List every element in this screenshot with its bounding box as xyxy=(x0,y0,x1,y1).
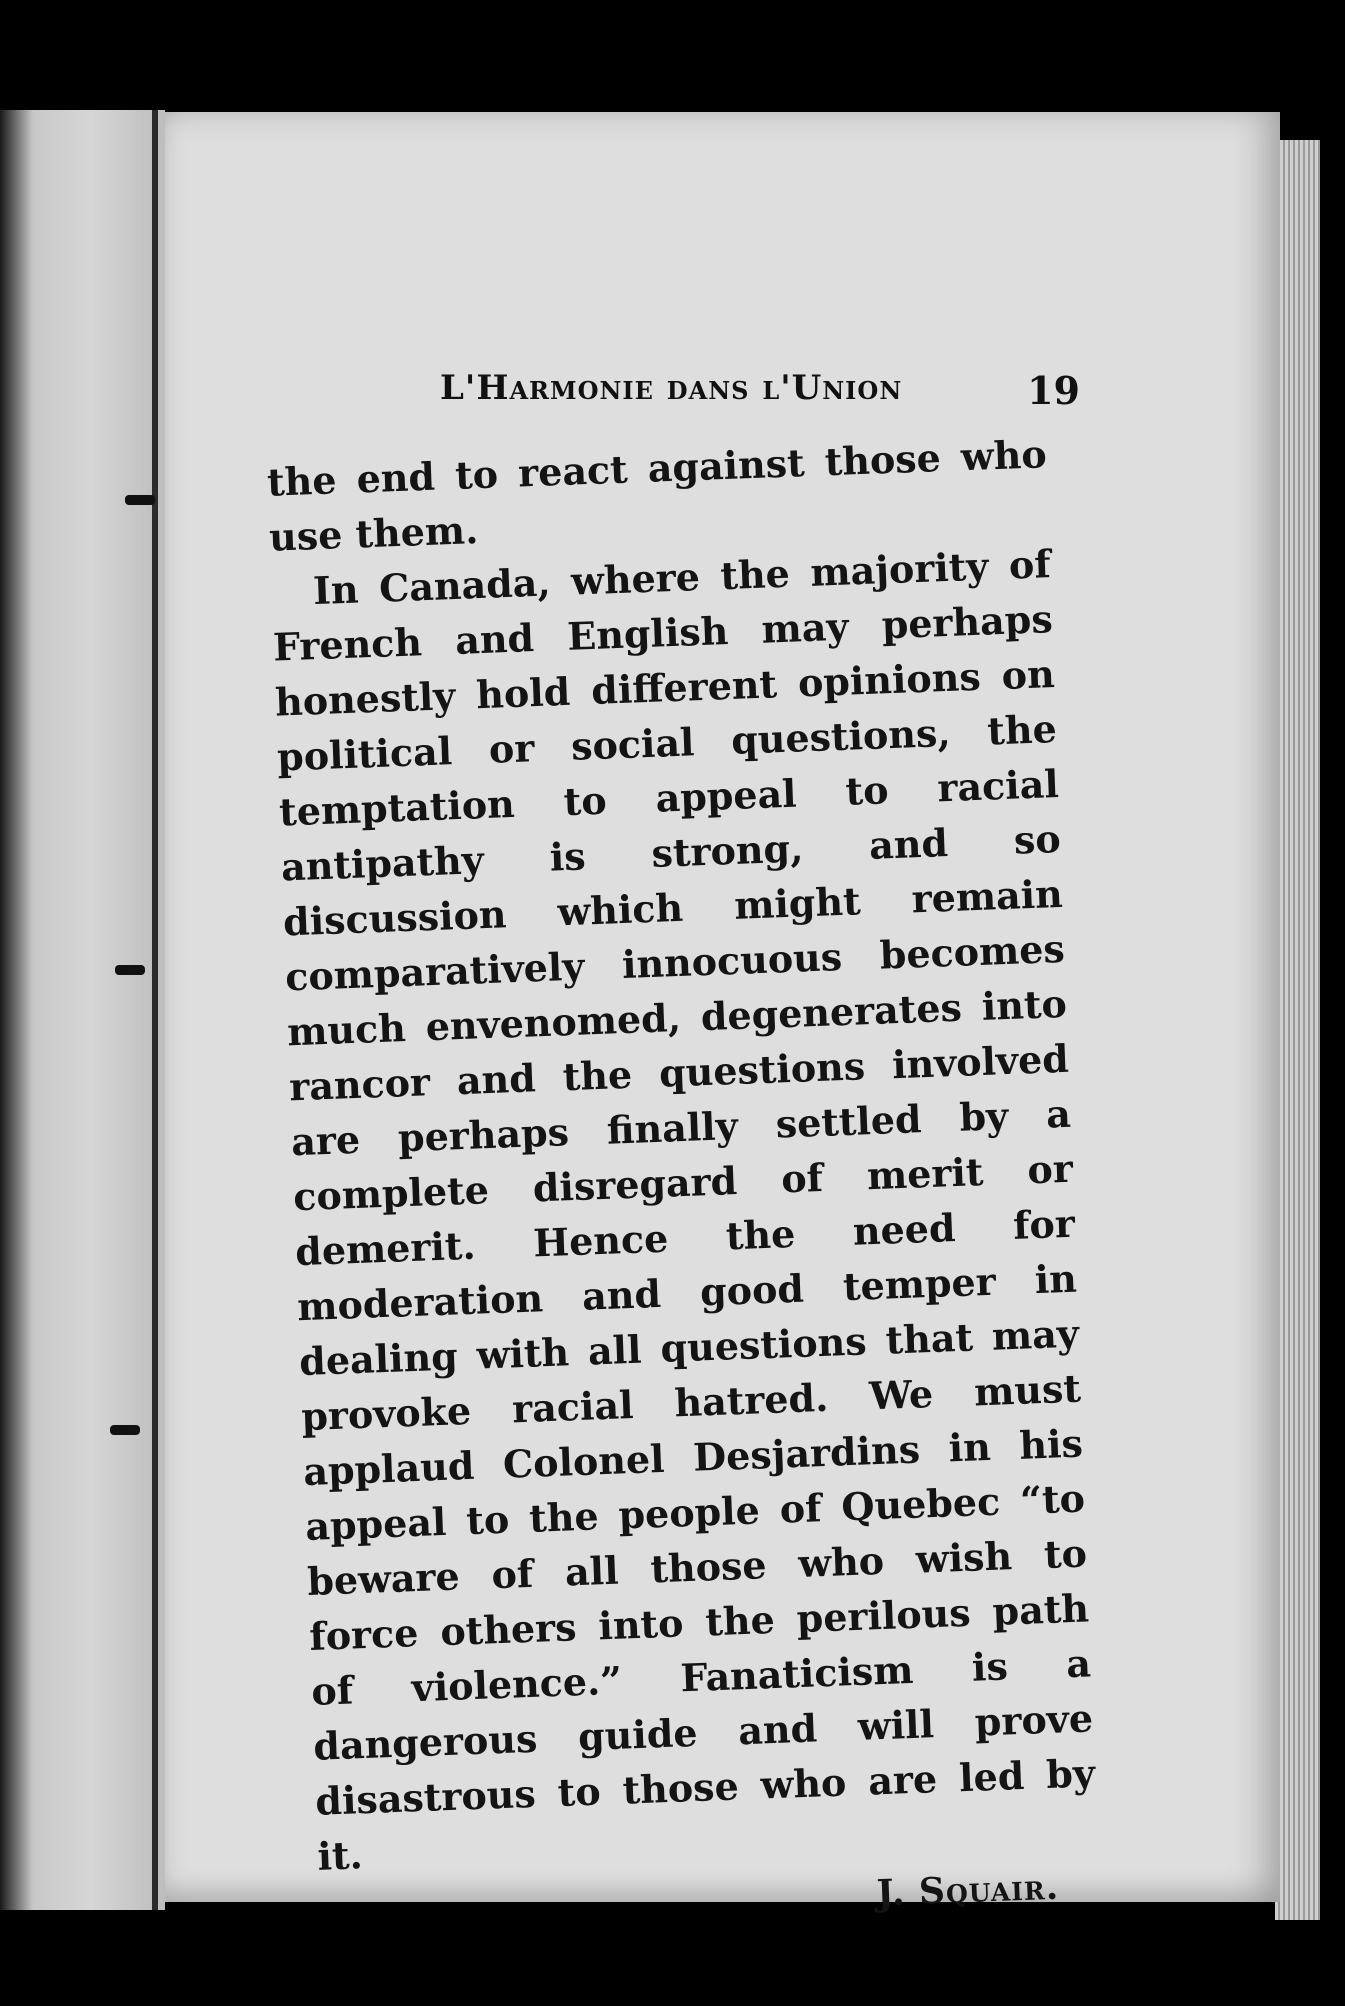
binding-stitch xyxy=(125,495,155,505)
signature: J. Squair. xyxy=(875,1865,1060,1915)
paragraph: In Canada, where the majority of French and English may perhaps honestly hold different opinions on political or social questions, the temptation to appeal to racial antipathy is strong, and so discussion which might remain comparatively innocuous becomes much envenomed, degenerates into rancor and the questions involved are perhaps finally settled by a complete disregard of merit or demerit. Hence the need for moderation and good temper in dealing with all questions that may provoke racial hatred. We must applaud Colonel Desjardins in his appeal to the people of Quebec “to beware of all those who wish to force others into the perilous path of violence.” Fanaticism is a dangerous guide and will prove disastrous to those who are led by it. xyxy=(272,541,1096,1879)
book-spine xyxy=(0,110,165,1910)
binding-line xyxy=(152,110,158,1910)
paragraph: the end to react against those who use them. xyxy=(266,431,1048,560)
body-text xyxy=(266,426,1098,1915)
page-header xyxy=(440,348,1080,418)
running-head: L'Harmonie dans l'Union xyxy=(440,368,903,408)
page-edge xyxy=(1275,140,1320,1920)
page-number: 19 xyxy=(1027,368,1080,413)
binding-stitch xyxy=(115,965,145,975)
binding-stitch xyxy=(110,1425,140,1435)
